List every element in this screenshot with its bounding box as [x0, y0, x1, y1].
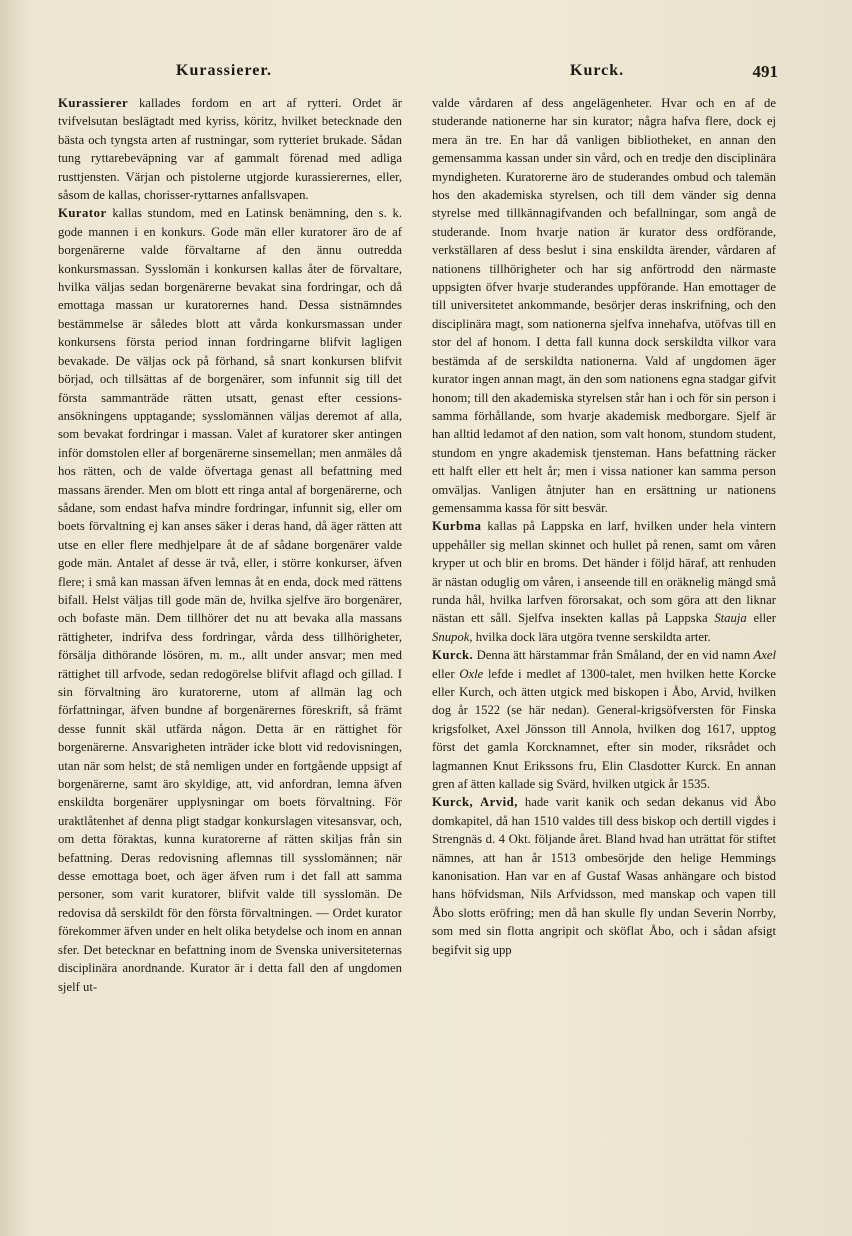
entry-text: kallas stundom, med en Latinsk benämning, den s. k. gode mannen i en konkurs. Gode män eller kuratorer äro de af borgenärerne valde förvaltarne af den ännu outredda konkursmassan. Sysslomän i konkursen kallas åter de förvaltare, hvilka väljas sedan borgenärerne bevakat sina fordringar, och då emottaga massan ur kuratorernes hand. Dessa sistnämndes bestämmelse är således blott att vårda konkursmassan under konkursens första period innan fordringarne blifvit lagligen bevakade. De väljas ock på förhand, så snart konkursen blifvit börjad, och tillsättas af de borgenärer, som infunnit sig till det första sammanträde rätten utsatt, genast efter cessions-ansökningens upptagande; sysslomännen väljas deremot af alla, som bevakat fordringar i massan. Valet af kuratorer sker antingen inför domstolen eller af borgenärerne sinsemellan; men anmäles då hos rätten, och de valde öfvertaga genast all befattning med massans ärender. Men om blott ett ringa antal af borgenärerne, och sådane, som endast hafva mindre fordringar, infunnit sig, eller om boets förvaltning ej kan anses säker i deras hand, då äger rätten att utse en eller flere medhjelpare åt de af sådane borgenärer valde gode män. Antalet af desse är två, eller, i större konkurser, äfven flere; i små kan massan äfven lemnas åt en enda, dock med rättens bifall. Helst väljas till gode män de, hvilka sjelfve äro borgenärer, och bofaste män. Dem tillhörer det nu att bevaka alla massans rättigheter, indrifva dess fordringar, vårda dess tillhörigheter, försälja dithörande lösören, m. m., allt under ansvar; men med rättighet till arfvode, sedan redogörelse blifvit aflagd och gillad. I sin förvaltning äro kuratorerne, utom af allmän lag och författningar, äfven bundne af borgenärernes föreskrift, så främt desse funnit skäl utfärda någon. Detta är en rättighet för borgenärerne. Ansvarigheten inträder icke blott vid redovisningen, utan när som helst; de stå nemligen under en fortgående uppsigt af borgenärerne, samt äro skyldige, att, vid anfordran, lemna äfven enskildta borgenärer upplysningar om boets förvaltning. För uraktlåtenhet af denna pligt stadgar konkurslagen vitesansvar, och, om detta föraktas, kunna kuratorerne af rätten skiljas från sin befattning. Deras redovisning aflemnas till sysslomännen; när desse emottaga boet, och äger äfven rum i det fall att samma personer, som varit kuratorer, blifvit valde till sysslomän. De redovisa då serskildt för den första förvaltningen. — Ordet kurator förekommer äfven under en helt olika betydelse och inom en annan sfer. Det betecknar en befattning inom de Svenska universiteternas disciplinära anordnande. Kurator är i detta fall den af ungdomen sjelf ut- — [58, 206, 402, 994]
entry-kurator-continued — [432, 94, 776, 517]
entry-kurbma — [432, 517, 776, 646]
left-column — [58, 94, 402, 996]
italic-term: Stauja — [714, 611, 747, 626]
entry-text: hade varit kanik och sedan dekanus vid Åbo domkapitel, då han 1510 valdes till dess biskop och dertill vigdes i Strengnäs d. 4 Okt. följande året. Bland hvad han uträttat för stiftet nämnes, att han år 1513 ombesörjde den helige Hemmings kanonisation. Han var en af Gustaf Wasas anhängare och bistod hans höfvidsman, Nils Arfvidsson, med manskap och vapen till Åbo slotts eröfring; men då han skulle fly undan Severin Norrby, som med sin flotta angripit och sköflat Åbo, och i sådan afsigt begifvit sig upp — [432, 795, 776, 957]
entry-text: kallas på Lappska en larf, hvilken under hela vintern uppehåller sig mellan skinnet och hullet på renen, samt om våren kryper ut och blir en broms. Det händer i följd häraf, att renhuden är nästan oduglig om våren, i anseende till en oräknelig mängd små runda hål, hvilka larfven förorsakat, och som göra att den liknar nästan ett såll. Sjelfva insekten kallas på Lappska — [432, 519, 776, 626]
headword: Kurck, Arvid, — [432, 795, 518, 810]
entry-kurck — [432, 646, 776, 793]
entry-text: , hvilka dock lära utgöra tvenne serskildta arter. — [469, 629, 711, 644]
italic-term: Axel — [753, 648, 776, 663]
page-number: 491 — [752, 62, 778, 81]
italic-term: Oxle — [459, 666, 484, 681]
headword: Kurassierer — [58, 96, 129, 110]
entry-text: eller — [432, 666, 460, 681]
header-left-word: Kurassierer. — [176, 62, 272, 79]
headword: Kurbma — [432, 519, 482, 534]
entry-text: lefde i medlet af 1300-talet, men hvilken hette Korcke eller Kurch, och ätten utgick med biskopen i Åbo, Arvid, hvilken dog år 1522 (se här nedan). General-krigsöfversten för Finska krigsfolket, Axel Jönsson till Annola, hvilken dog 1617, upptog först det gamla Korcknamnet, efter sin moder, riksrådet och lagmannen Knut Erikssons fru, Elin Clasdotter Kurck. En annan gren af ätten kallade sig Svärd, hvilken utgick år 1535. — [432, 666, 776, 792]
header-right-word: Kurck. — [570, 62, 625, 79]
entry-kurator — [58, 204, 402, 995]
entry-text: kallades fordom en art af rytteri. Ordet är tvifvelsutan beslägtadt med kyriss, köritz, hvilket betecknade den bästa och tyngsta arten af rustningar, som rytteriet brukade. Sådan tung ryttarebeväpning var af gammalt förenad med adliga rusttjensten. Värjan och pistolerne utgjorde kurassierernes, eller, såsom de kallas, chorisser-ryttarnes anfallsvapen. — [58, 96, 402, 203]
italic-term: Snupok — [432, 629, 470, 644]
entry-kurck-arvid — [432, 793, 776, 959]
entry-text: eller — [746, 611, 776, 626]
entry-text: valde vårdaren af dess angelägenheter. Hvar och en af de studerande nationerne har sin kurator; några hafva flere, dock ej mera än tre. En har då vanligen bibliotheket, en annan den gemensamma kassan under sin vård, och en tredje den disciplinära myndigheten. Kuratorerne äro de studerandes ombud och talemän hos den akademiska styrelsen, och till dem vänder sig denna styrelse med tillkännagifvanden och befallningar, som angå de studerande. Inom hvarje nation är kurator dess ordförande, verkställaren af dess beslut i sina enskildta ärender, vårdaren af nationens tillhörigheter och har sig anförtrodd den närmaste uppsigten öfver hvarje studerandes uppförande. Han emottager de till universitetet ankommande, besörjer deras inskrifning, och den disciplinära magt, som nationerna sjelfva innehafva, utöfvas till en stor del af honom. I detta fall kunna dock serskildta vilkor vara bestämda af de serskildta nationerna. Vald af ungdomen äger kurator ingen annan magt, än den som nationens egna stadgar gifvit honom; till den akademiska styrelsen står han i och för sin person i samma förhållande, som hvarje akademisk medborgare. Sjelf är han alltid ledamot af den nation, som valt honom, stundom student, stundom en yngre akademisk tjensteman. Hans befattning räcker ett halft eller ett helt år; men i vissa nationer kan samma person omväljas. Vanligen åtnjuter han en ersättning ur nationens gemensamma kassa för sitt besvär. — [432, 96, 776, 515]
entry-kurassierer — [58, 94, 402, 204]
running-header — [58, 62, 778, 84]
headword: Kurator — [58, 206, 107, 221]
right-column — [432, 94, 776, 959]
entry-text: Denna ätt härstammar från Småland, der en vid namn — [473, 648, 754, 663]
headword: Kurck. — [432, 648, 474, 663]
